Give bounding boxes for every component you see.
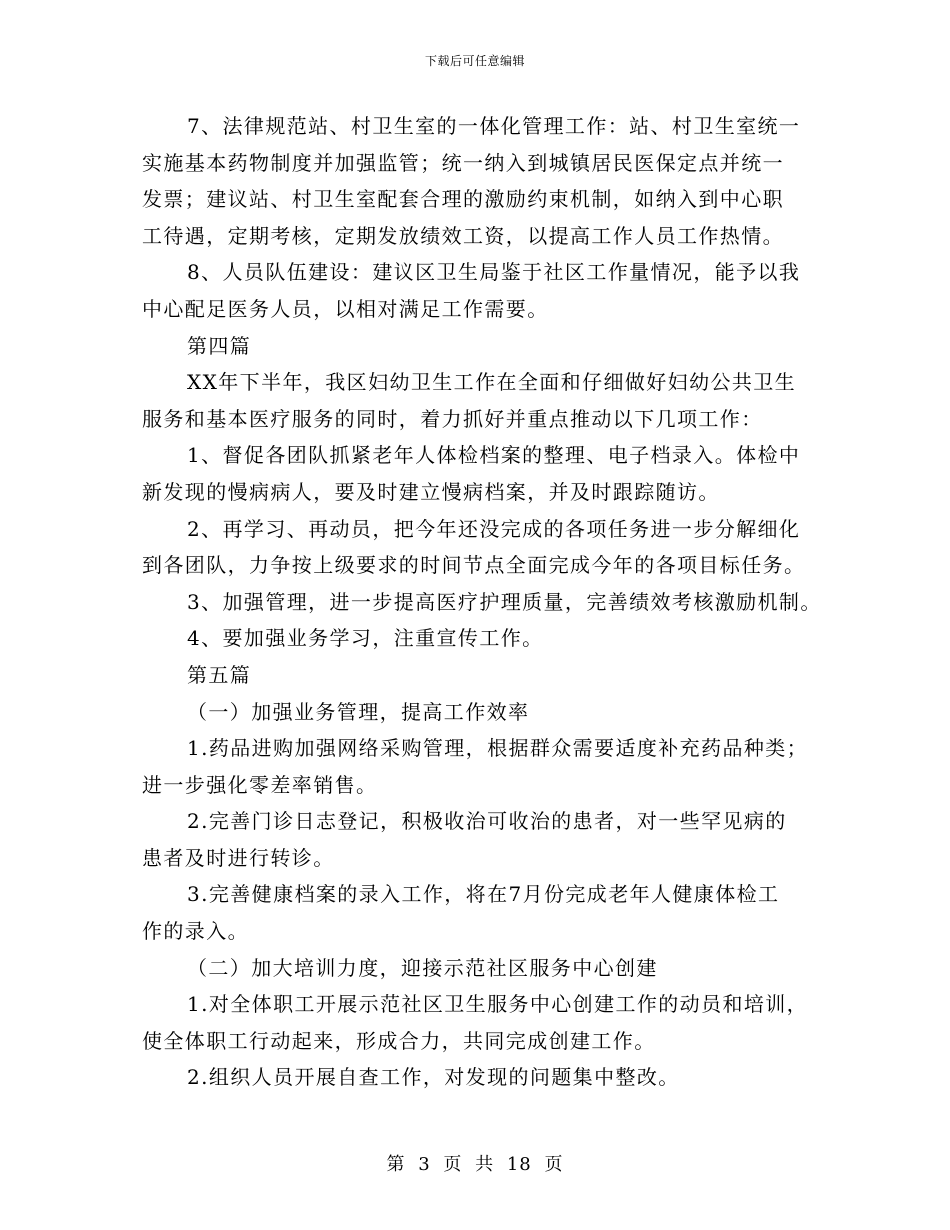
paragraph-line: 发票；建议站、村卫生室配套合理的激励约束机制，如纳入到中心职 [142, 187, 784, 212]
paragraph-line: 8、人员队伍建设：建议区卫生局鉴于社区工作量情况，能予以我 [187, 260, 801, 285]
section-heading: 第五篇 [187, 662, 252, 687]
paragraph-line: 进一步强化零差率销售。 [142, 772, 378, 797]
paragraph-line: 使全体职工行动起来，形成合力，共同完成创建工作。 [142, 1028, 656, 1053]
paragraph-line: 患者及时进行转诊。 [142, 845, 335, 870]
paragraph-line: 2.完善门诊日志登记，积极收治可收治的患者，对一些罕见病的 [187, 809, 787, 834]
subsection-heading: （一）加强业务管理，提高工作效率 [187, 699, 530, 724]
paragraph-line: 服务和基本医疗服务的同时，着力抓好并重点推动以下几项工作： [142, 406, 763, 431]
paragraph-line: 2.组织人员开展自查工作，对发现的问题集中整改。 [187, 1065, 680, 1090]
page-header: 下载后可任意编辑 [424, 54, 525, 68]
paragraph-line: 2、再学习、再动员，把今年还没完成的各项任务进一步分解细化 [187, 516, 801, 541]
paragraph-line: 到各团队，力争按上级要求的时间节点全面完成今年的各项目标任务。 [142, 553, 806, 578]
paragraph-line: 3.完善健康档案的录入工作，将在7月份完成老年人健康体检工 [187, 882, 780, 907]
paragraph-line: XX年下半年，我区妇幼卫生工作在全面和仔细做好妇幼公共卫生 [187, 370, 797, 395]
paragraph-line: 新发现的慢病病人，要及时建立慢病档案，并及时跟踪随访。 [142, 479, 720, 504]
document-body [142, 108, 832, 1096]
section-heading: 第四篇 [187, 333, 252, 358]
paragraph-line: 7、法律规范站、村卫生室的一体化管理工作：站、村卫生室统一 [187, 114, 801, 138]
paragraph-line: 工待遇，定期考核，定期发放绩效工资，以提高工作人员工作热情。 [142, 223, 784, 248]
page-footer: 第 3 页 共 18 页 [386, 1154, 564, 1175]
paragraph-line: 1.对全体职工开展示范社区卫生服务中心创建工作的动员和培训， [187, 992, 809, 1017]
paragraph-line: 实施基本药物制度并加强监管；统一纳入到城镇居民医保定点并统一 [142, 150, 784, 175]
paragraph-line: 中心配足医务人员，以相对满足工作需要。 [142, 296, 549, 321]
paragraph-line: 1、督促各团队抓紧老年人体检档案的整理、电子档录入。体检中 [187, 443, 801, 468]
paragraph-line: 作的录入。 [142, 919, 249, 944]
subsection-heading: （二）加大培训力度，迎接示范社区服务中心创建 [187, 955, 658, 980]
paragraph-line: 3、加强管理，进一步提高医疗护理质量，完善绩效考核激励机制。 [187, 589, 822, 614]
paragraph-line: 1.药品进购加强网络采购管理，根据群众需要适度补充药品种类； [187, 736, 809, 761]
paragraph-line: 4、要加强业务学习，注重宣传工作。 [187, 626, 544, 651]
